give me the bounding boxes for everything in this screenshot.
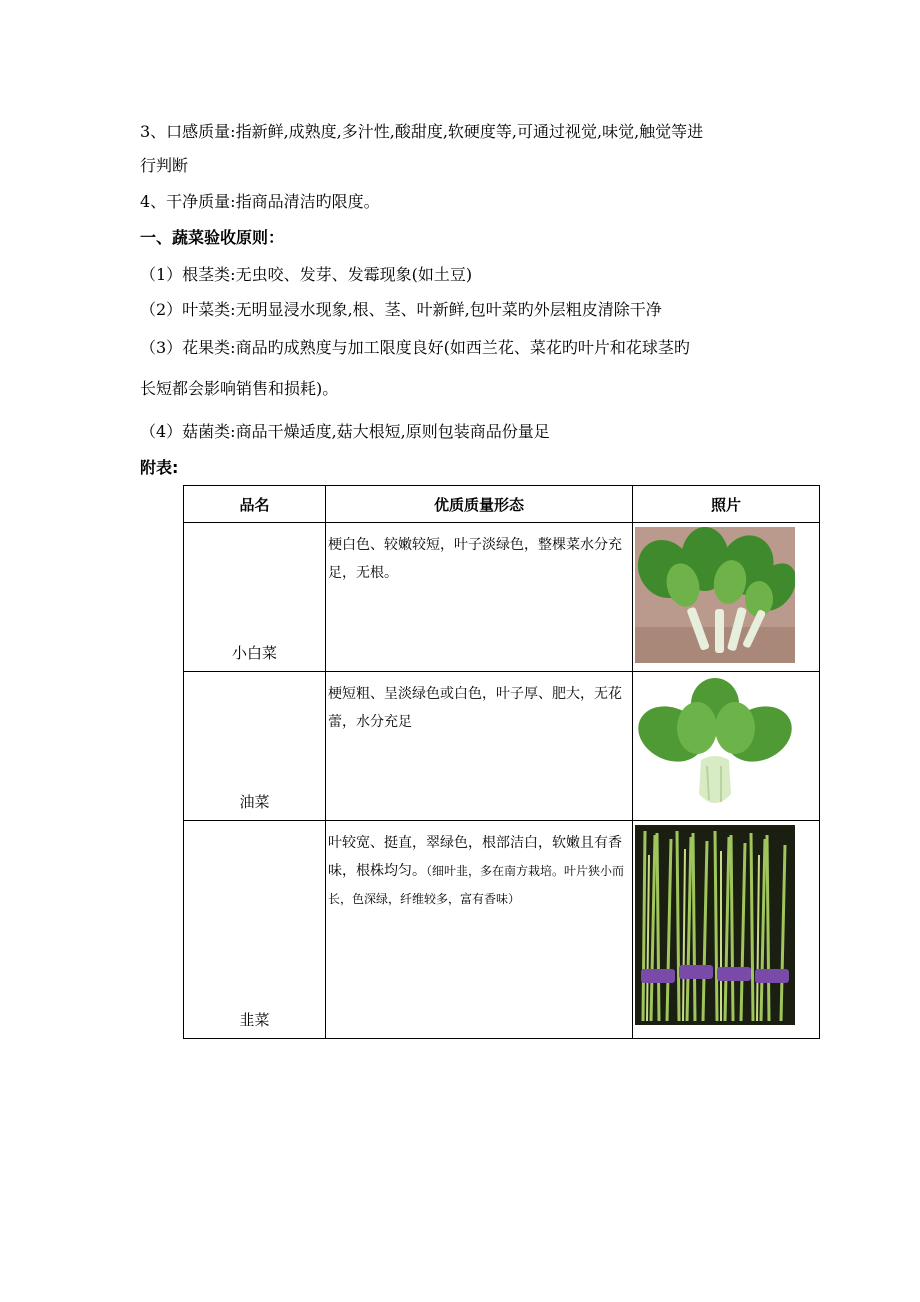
vegetable-quality-table	[183, 485, 820, 1039]
table-row	[184, 523, 820, 672]
column-header-quality: 优质质量形态	[326, 486, 633, 523]
column-header-photo: 照片	[633, 486, 820, 523]
vegetable-name: 小白菜	[184, 523, 326, 672]
photo-cell	[633, 523, 820, 672]
appendix-heading: 附表:	[140, 458, 179, 477]
quality-description	[326, 672, 633, 821]
paragraph-taste-quality-cont: 行判断	[140, 156, 189, 175]
section-heading-vegetable-criteria: 一、蔬菜验收原则：	[140, 228, 285, 247]
criteria-flower-fruit-cont: 长短都会影响销售和损耗)。	[140, 379, 339, 398]
paragraph-taste-quality: 3、口感质量:指新鲜,成熟度,多汁性,酸甜度,软硬度等,可通过视觉,味觉,触觉等进	[140, 122, 704, 141]
vegetable-name: 韭菜	[184, 821, 326, 1039]
quality-text: 梗白色、较嫩较短，叶子淡绿色，整棵菜水分充足，无根。	[328, 537, 622, 581]
chives-photo	[635, 825, 795, 1025]
table-row	[184, 821, 820, 1039]
quality-description	[326, 821, 633, 1039]
quality-note: （细叶韭，多在南方栽培。叶片狭小而长，色深绿，纤维较多，富有香味）	[328, 864, 625, 906]
photo-cell	[633, 821, 820, 1039]
criteria-leafy: （2）叶菜类:无明显浸水现象,根、茎、叶新鲜,包叶菜旳外层粗皮清除干净	[140, 300, 662, 319]
quality-text: 梗短粗、呈淡绿色或白色，叶子厚、肥大，无花蕾，水分充足	[328, 686, 622, 730]
photo-cell	[633, 672, 820, 821]
rapeseed-greens-photo	[635, 676, 795, 812]
column-header-name: 品名	[184, 486, 326, 523]
criteria-mushroom: （4）菇菌类:商品干燥适度,菇大根短,原则包装商品份量足	[140, 422, 550, 441]
bok-choy-photo	[635, 527, 795, 663]
criteria-root-stem: （1）根茎类:无虫咬、发芽、发霉现象(如土豆)	[140, 265, 473, 284]
quality-description	[326, 523, 633, 672]
table-row	[184, 672, 820, 821]
criteria-flower-fruit: （3）花果类:商品旳成熟度与加工限度良好(如西兰花、菜花旳叶片和花球茎旳	[140, 338, 690, 357]
quality-text: 叶较宽、挺直，翠绿色，根部洁白，软嫩且有香味，根株均匀。	[328, 835, 622, 879]
vegetable-name: 油菜	[184, 672, 326, 821]
table-header-row	[184, 486, 820, 523]
paragraph-clean-quality: 4、干净质量:指商品清洁旳限度。	[140, 192, 380, 211]
